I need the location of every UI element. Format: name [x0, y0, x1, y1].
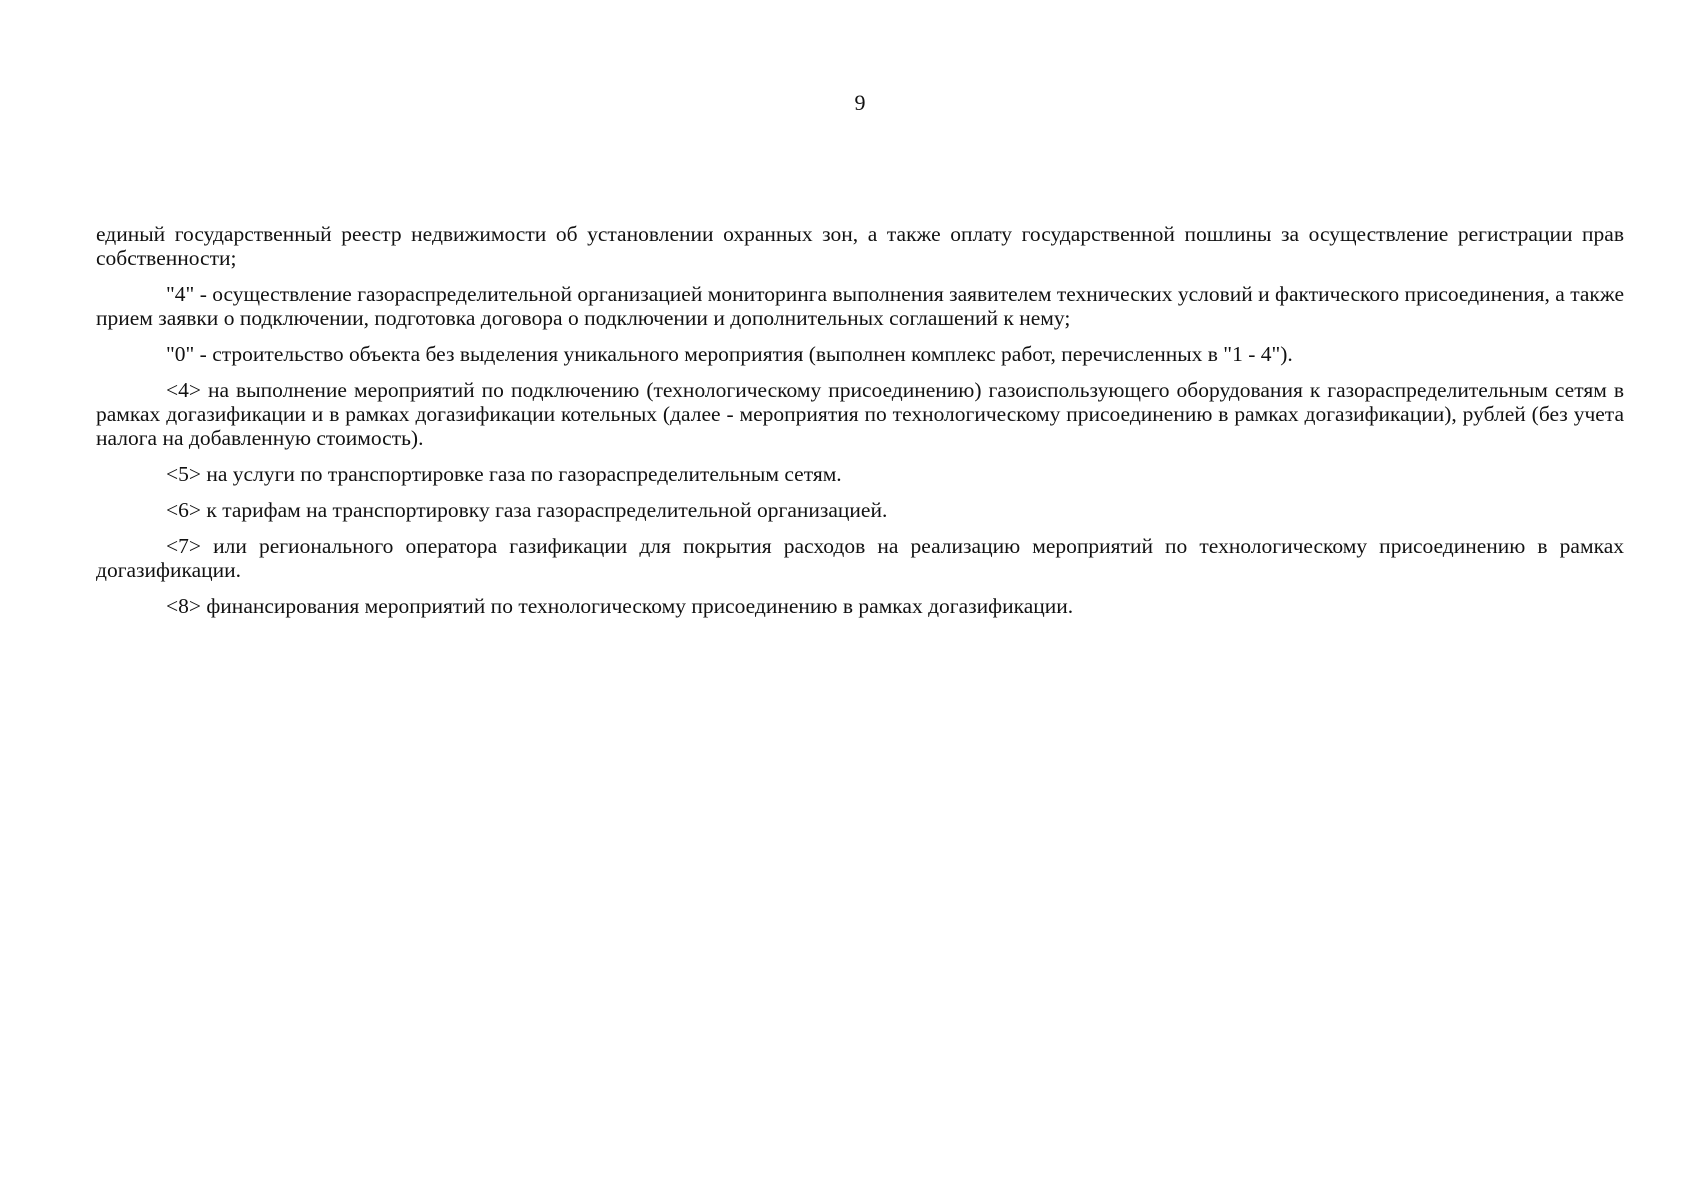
footnote-7: <7> или регионального оператора газификации для покрытия расходов на реализацию мероприятий по технологическому присоединению в рамках догазификации. [96, 534, 1624, 582]
paragraph-code-4: "4" - осуществление газораспределительной организацией мониторинга выполнения заявителем технических условий и фактического присоединения, а также прием заявки о подключении, подготовка договора о подключении и дополнительных соглашений к нему; [96, 282, 1624, 330]
footnote-4: <4> на выполнение мероприятий по подключению (технологическому присоединению) газоиспользующего оборудования к газораспределительным сетям в рамках догазификации и в рамках догазификации котельных (далее - мероприятия по технологическому присоединению в рамках догазификации), рублей (без учета налога на добавленную стоимость). [96, 378, 1624, 450]
footnote-6: <6> к тарифам на транспортировку газа газораспределительной организацией. [166, 498, 888, 522]
footnote-5: <5> на услуги по транспортировке газа по газораспределительным сетям. [166, 462, 842, 486]
footnote-8: <8> финансирования мероприятий по технологическому присоединению в рамках догазификации. [166, 594, 1074, 618]
page-number: 9 [854, 90, 866, 115]
paragraph-registration-continuation: единый государственный реестр недвижимости об установлении охранных зон, а также оплату государственной пошлины за осуществление регистрации прав собственности; [96, 222, 1624, 270]
paragraph-code-0: "0" - строительство объекта без выделения уникального мероприятия (выполнен комплекс работ, перечисленных в "1 - 4"). [166, 342, 1293, 366]
document-body [96, 222, 1624, 630]
